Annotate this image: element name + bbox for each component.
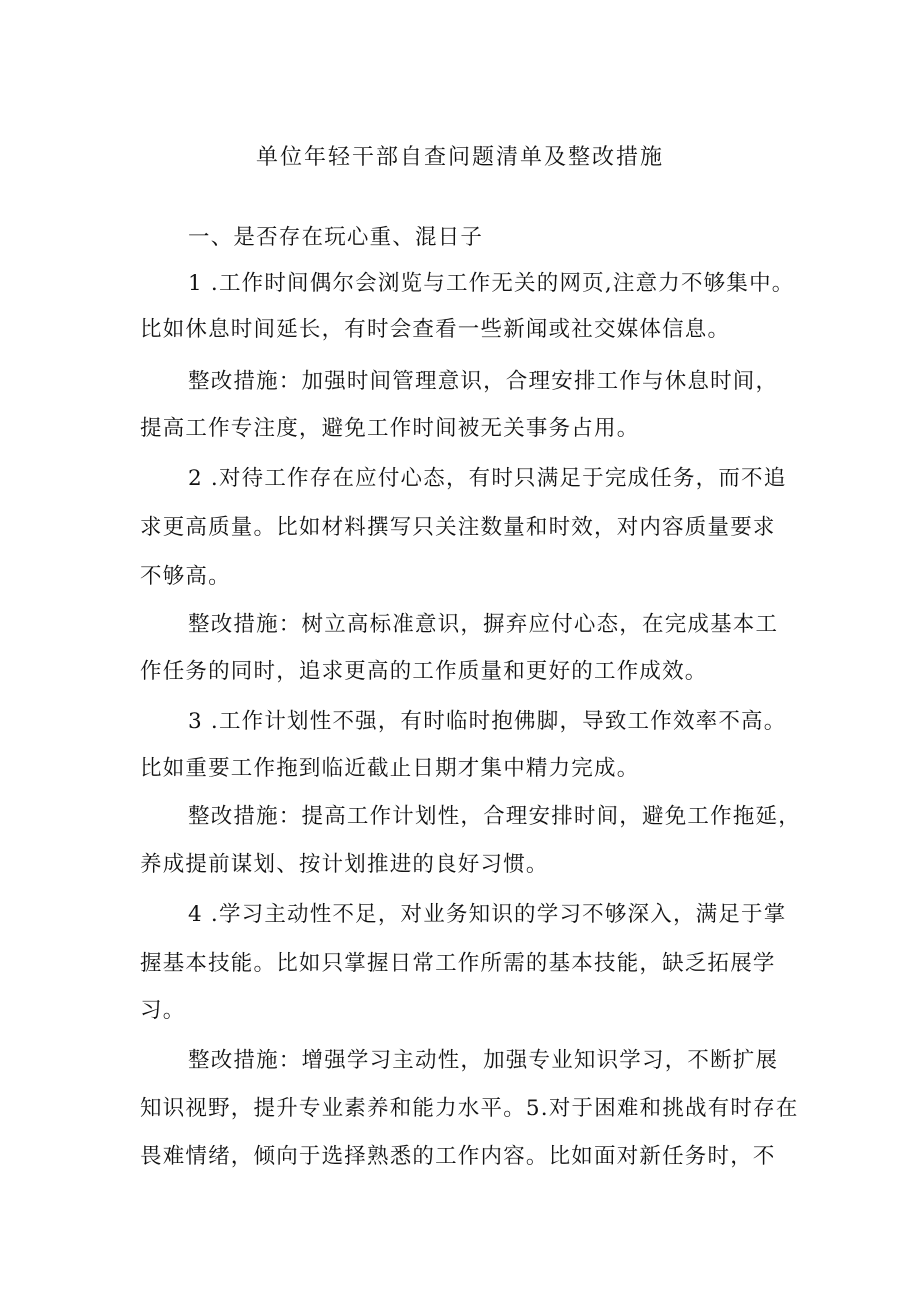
paragraph-line: 4 .学习主动性不足，对业务知识的学习不够深入，满足于掌 (188, 902, 787, 927)
paragraph-line: 整改措施：加强时间管理意识，合理安排工作与休息时间， (188, 369, 779, 394)
paragraph-line: 知识视野，提升专业素养和能力水平。5.对于困难和挑战有时存在 (140, 1096, 799, 1121)
section-heading: 一、是否存在玩心重、混日子 (188, 225, 484, 250)
paragraph-line: 习。 (140, 998, 186, 1023)
paragraph-line: 求更高质量。比如材料撰写只关注数量和时效，对内容质量要求 (140, 515, 776, 540)
paragraph-line: 整改措施：增强学习主动性，加强专业知识学习，不断扩展 (188, 1048, 779, 1073)
paragraph-line: 2 .对待工作存在应付心态，有时只满足于完成任务，而不追 (188, 466, 787, 491)
paragraph-line: 提高工作专注度，避免工作时间被无关事务占用。 (140, 416, 640, 441)
paragraph-line: 比如休息时间延长，有时会查看一些新闻或社交媒体信息。 (140, 317, 731, 342)
paragraph-line: 养成提前谋划、按计划推进的良好习惯。 (140, 852, 549, 877)
paragraph-line: 畏难情绪，倾向于选择熟悉的工作内容。比如面对新任务时，不 (140, 1144, 776, 1169)
paragraph-line: 不够高。 (140, 564, 231, 589)
paragraph-line: 握基本技能。比如只掌握日常工作所需的基本技能，缺乏拓展学 (140, 951, 776, 976)
paragraph-line: 比如重要工作拖到临近截止日期才集中精力完成。 (140, 756, 640, 781)
paragraph-line: 1 .工作时间偶尔会浏览与工作无关的网页,注意力不够集中。 (188, 271, 795, 296)
paragraph-line: 整改措施：树立高标准意识，摒弃应付心态，在完成基本工 (188, 612, 779, 637)
paragraph-line: 作任务的同时，追求更高的工作质量和更好的工作成效。 (140, 659, 708, 684)
paragraph-line: 整改措施：提高工作计划性，合理安排时间，避免工作拖延， (188, 804, 801, 829)
document-title: 单位年轻干部自查问题清单及整改措施 (255, 145, 664, 170)
paragraph-line: 3 .工作计划性不强，有时临时抱佛脚，导致工作效率不高。 (188, 709, 787, 734)
